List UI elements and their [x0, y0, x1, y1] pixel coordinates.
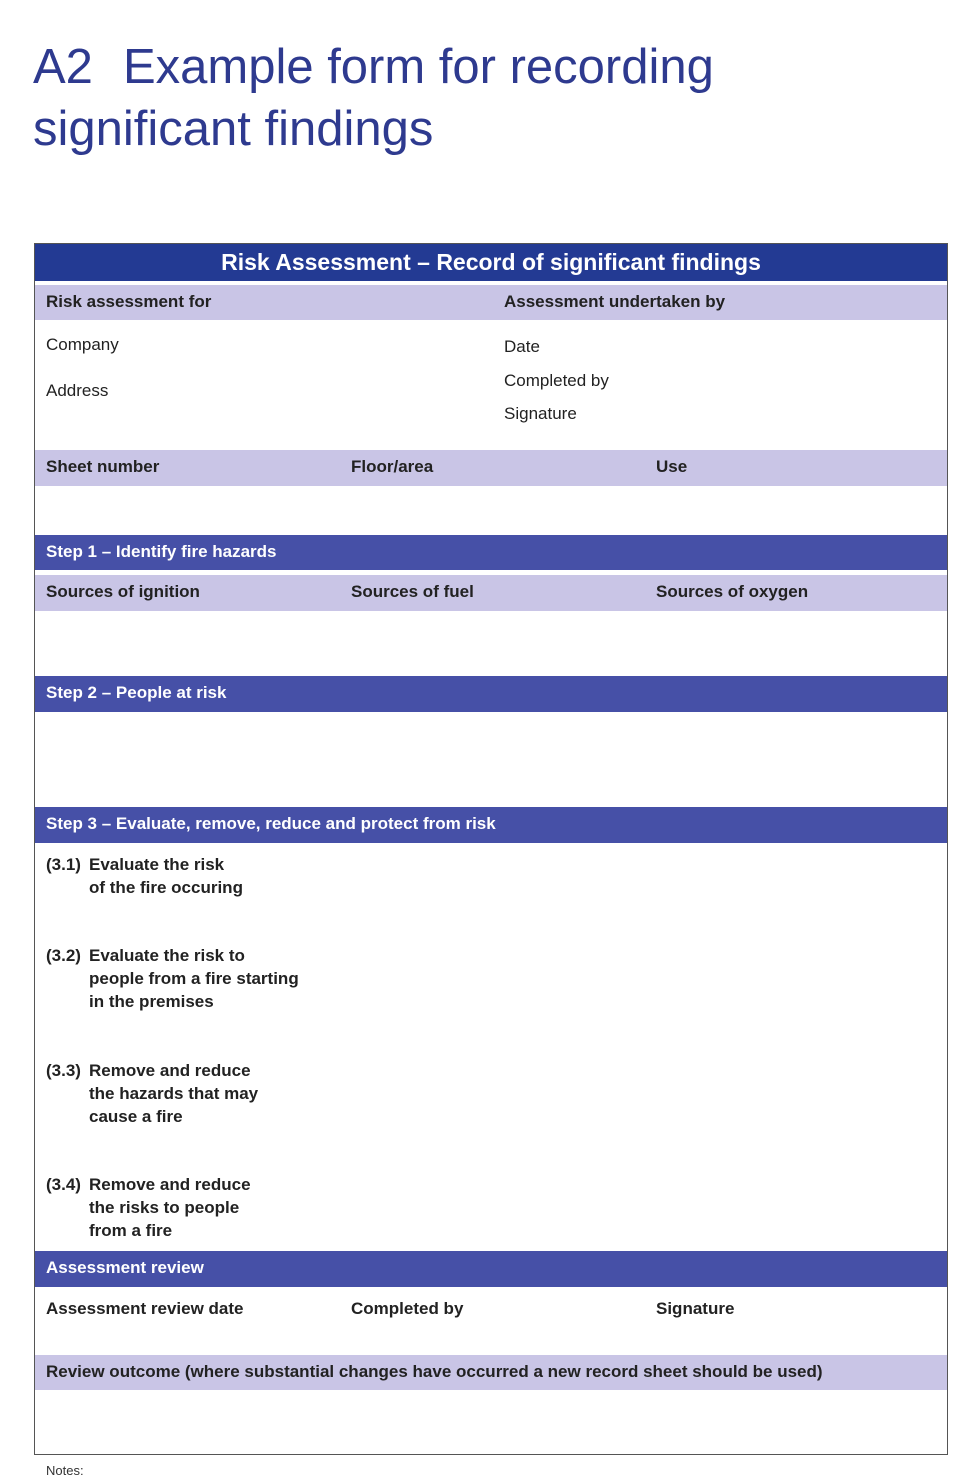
step3-item-text: Remove and reduce the risks to people from a fire	[89, 1175, 251, 1240]
page-title	[33, 36, 933, 160]
review-label: Assessment review	[46, 1258, 204, 1277]
step3-label: Step 3 – Evaluate, remove, reduce and protect from risk	[46, 814, 496, 833]
ignition-label: Sources of ignition	[46, 582, 200, 601]
risk-assessment-form	[34, 243, 948, 1455]
page-title-number: A2	[33, 40, 93, 94]
review-date-label: Assessment review date	[46, 1299, 244, 1318]
address-label: Address	[46, 381, 109, 400]
sheet-number-label: Sheet number	[46, 457, 160, 476]
signature-label: Signature	[504, 404, 577, 423]
step3-item-text: Evaluate the risk of the fire occuring	[89, 855, 243, 897]
step3-item-number: (3.3)	[46, 1061, 81, 1080]
risk-for-label: Risk assessment for	[46, 292, 212, 311]
step3-item-text: Remove and reduce the hazards that may cause a fire	[89, 1061, 259, 1126]
undertaken-by-label: Assessment undertaken by	[504, 292, 726, 311]
step3-item-number: (3.2)	[46, 946, 81, 965]
step3-item-number: (3.4)	[46, 1175, 81, 1194]
step2-header	[35, 676, 947, 712]
step3-item-number: (3.1)	[46, 855, 81, 874]
sheet-header-row	[35, 450, 947, 486]
date-label: Date	[504, 337, 540, 356]
notes-label: Notes:	[46, 1463, 84, 1478]
step1-header	[35, 535, 947, 570]
page-title-line2: significant findings	[33, 102, 434, 156]
review-header	[35, 1251, 947, 1287]
use-label: Use	[656, 457, 688, 476]
step3-item-text: Evaluate the risk to people from a fire starting in the premises	[89, 946, 299, 1011]
step2-label: Step 2 – People at risk	[46, 683, 227, 702]
hazard-sources-row	[35, 575, 947, 611]
review-outcome-label: Review outcome (where substantial changes have occurred a new record sheet should be used)	[46, 1362, 823, 1381]
oxygen-label: Sources of oxygen	[656, 582, 809, 601]
risk-for-header-row	[35, 285, 947, 320]
step1-label: Step 1 – Identify fire hazards	[46, 542, 277, 561]
company-label: Company	[46, 335, 119, 354]
review-outcome-row	[35, 1355, 947, 1390]
review-signature-label: Signature	[656, 1299, 735, 1318]
floor-area-label: Floor/area	[351, 457, 434, 476]
step3-header	[35, 807, 947, 843]
review-completed-by-label: Completed by	[351, 1299, 464, 1318]
completed-by-label: Completed by	[504, 371, 609, 390]
page-title-line1: Example form for recording	[122, 40, 714, 94]
fuel-label: Sources of fuel	[351, 582, 474, 601]
form-header: Risk Assessment – Record of significant findings	[35, 244, 947, 281]
